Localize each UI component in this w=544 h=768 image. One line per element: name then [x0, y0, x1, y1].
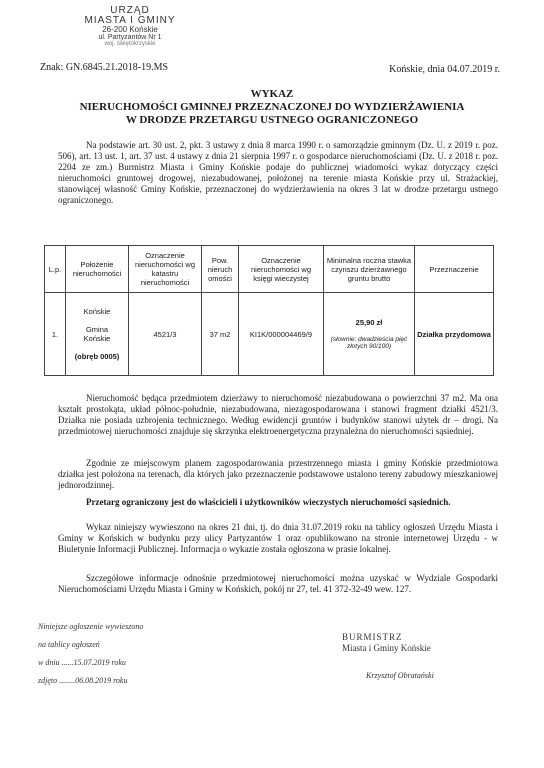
restriction-paragraph: Przetarg ograniczony jest do właścicieli i użytkowników wieczystych nieruchomości sąsiednich.: [86, 497, 451, 507]
mayor-signature: [342, 632, 434, 681]
cell-location: [66, 293, 129, 376]
stamp-line: 26-200 Końskie: [102, 25, 158, 34]
document-date: Końskie, dnia 04.07.2019 r.: [389, 64, 500, 75]
zoning-paragraph: Zgodnie ze miejscowym planem zagospodarowania przestrzennego miasta i gminy Końskie przedmiotowa działka jest położona na terenach, dla których jako przeznaczenie podstawowe ustalono tereny zabudowy mieszkaniowej jednorodzinnej.: [58, 458, 498, 490]
title-line: WYKAZ: [250, 88, 294, 100]
header-cell: Przeznaczenie: [415, 246, 494, 293]
contact-paragraph: Szczegółowe informacje odnośnie przedmiotowej nieruchomości można uzyskać w Wydziale Gospodarki Nieruchomościami Urzędu Miasta i Gminy w Końskich, pokój nr 27, tel. 41 372-32-49 wew. 127.: [58, 573, 498, 594]
title-line: NIERUCHOMOŚCI GMINNEJ PRZEZNACZONEJ DO WYDZIERŻAWIENIA: [79, 101, 465, 113]
stamp-line: URZĄD: [110, 5, 150, 16]
stamp-line: ul. Partyzantów Nr 1: [98, 34, 162, 41]
cell-plot: 4521/3: [129, 293, 202, 376]
posting-note-line: Niniejsze ogłoszenie wywieszono: [38, 622, 144, 631]
table-row: [45, 293, 494, 376]
header-cell: Oznaczenie nieruchomości wg księgi wieczystej: [239, 246, 324, 293]
rent-value: 25,90 zł: [355, 318, 383, 327]
location-line: (obręb 0005): [74, 352, 120, 361]
property-table: [44, 245, 494, 376]
stamp-line: woj. świętokrzyskie: [104, 41, 156, 47]
header-cell: Pow. nieruch omości: [202, 246, 239, 293]
cell-rent: [324, 293, 415, 376]
intro-paragraph: Na podstawie art. 30 ust. 2, pkt. 3 ustawy z dnia 8 marca 1990 r. o samorządzie gminnym (Dz. U. z 2019 r. poz. 506), art. 13 ust. 1, art. 37 ust. 4 ustawy z dnia 21 sierpnia 1997 r. o gospodarce nieruchomościami (Dz. U. z 2018 r. poz. 2204 ze zm.) Burmistrz Miasta i Gminy Końskie podaje do publicznej wiadomości wykaz dotyczący części nieruchomości gruntowej drogowej, niezabudowanej, położonej na terenie miasta Końskie przy ul. Strażackiej, stanowiącej własność Gminy Końskie, przeznaczonej do wydzierżawienia na okres 3 lat w drodze przetargu ustnego ograniczonego.: [58, 140, 498, 205]
office-stamp: [78, 6, 182, 47]
cell-land-register: KI1K/000004469/9: [239, 293, 324, 376]
location-line: Końskie: [83, 334, 111, 343]
header-cell: Położenie nieruchomości: [66, 246, 129, 293]
location-line: Końskie: [83, 307, 111, 316]
stamp-line: MIASTA I GMINY: [84, 15, 176, 26]
header-cell: L.p.: [45, 246, 66, 293]
header-cell: Oznaczenie nieruchomości wg katastru nieruchomości: [129, 246, 202, 293]
reference-number: Znak: GN.6845.21.2018-19.MS: [40, 62, 169, 73]
location-line: Gmina: [85, 325, 109, 334]
description-paragraph: Nieruchomość będąca przedmiotem dzierżawy to nieruchomość niezabudowana o powierzchni 37 m2. Ma ona kształt prostokąta, układ północ-południe, niezabudowana, niezagospodarowana i stanowi fragment działki 4521/3. Działka nie posiada uzbrojenia technicznego. Według ewidencji gruntów i budynków stanowi użytek dr – drogi. Na przedmiotowej nieruchomości znajduje się skrzynka elektroenergetyczna przynależna do nieruchomości sąsiedniej.: [58, 393, 498, 436]
posting-note-line: na tablicy ogłoszeń: [38, 640, 100, 649]
title-line: W DRODZE PRZETARGU USTNEGO OGRANICZONEGO: [125, 114, 419, 126]
rent-note: (słownie: dwadzieścia pięć złotych 90/100): [330, 336, 408, 350]
cell-lp: 1.: [45, 293, 66, 376]
cell-purpose: Działka przydomowa: [415, 293, 494, 376]
posting-paragraph: Wykaz niniejszy wywieszono na okres 21 dni, tj. do dnia 31.07.2019 roku na tablicy ogłoszeń Urzędu Miasta i Gminy w Końskich w budynku przy ulicy Partyzantów 1 oraz opublikowano na stronie internetowej Urzędu - w Biuletynie Informacji Publicznej. Informacja o wykazie została ogłoszona w prasie lokalnej.: [58, 522, 498, 554]
cell-area: 37 m2: [202, 293, 239, 376]
signature-line: BURMISTRZ: [342, 632, 403, 642]
signature-line: Miasta i Gminy Końskie: [342, 643, 431, 653]
posted-date: w dniu ......15.07.2019 roku: [38, 658, 126, 667]
removed-date: zdjęto ........06.08.2019 roku: [38, 676, 128, 685]
header-cell: Minimalna roczna stawka czynszu dzierżawnego gruntu brutto: [324, 246, 415, 293]
signature-name: Krzysztof Obratański: [366, 671, 434, 680]
table-header-row: [45, 246, 494, 293]
